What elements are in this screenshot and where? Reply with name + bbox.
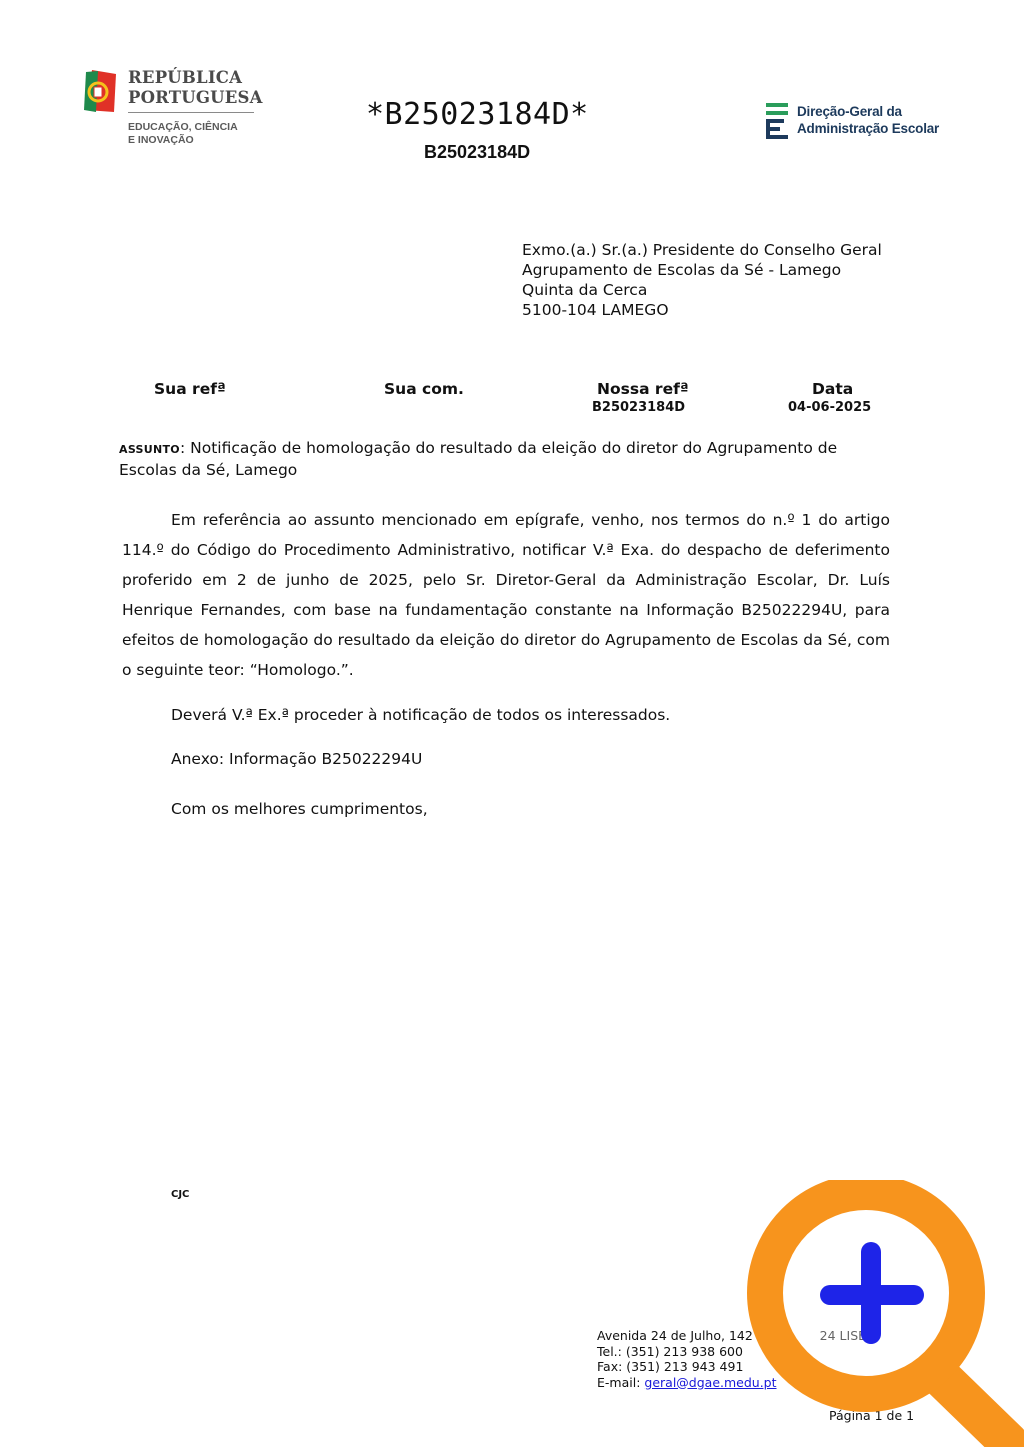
address-end: 24 LISBO (819, 1328, 877, 1343)
zoom-in-magnifier-icon (740, 1180, 1024, 1447)
dgae-logo-line1: Direção-Geral da (797, 104, 902, 119)
barcode-text: *B25023184D* (366, 97, 589, 132)
subject-label: ASSUNTO (119, 443, 180, 456)
rp-logo-divider (128, 112, 254, 113)
rp-ministry-line1: EDUCAÇÃO, CIÊNCIA (128, 121, 238, 133)
rp-ministry-line2: E INOVAÇÃO (128, 134, 194, 146)
dgae-mark-icon (766, 103, 792, 143)
recipient-address (522, 240, 882, 320)
closing-line: Com os melhores cumprimentos, (171, 800, 428, 818)
nossa-ref-value: B25023184D (592, 400, 686, 415)
recipient-line: Agrupamento de Escolas da Sé - Lamego (522, 261, 842, 279)
subject-text: Notificação de homologação do resultado da eleição do diretor do Agrupamento de Escolas da Sé, Lamego (119, 439, 838, 479)
rp-logo-line2: PORTUGUESA (128, 88, 263, 107)
recipient-line: Exmo.(a.) Sr.(a.) Presidente do Conselho Geral (522, 241, 882, 259)
sua-com-label: Sua com. (384, 380, 464, 398)
portugal-flag-emblem-icon (82, 68, 120, 116)
footer-tel: Tel.: (351) 213 938 600 (597, 1343, 743, 1359)
email-link[interactable]: geral@dgae.medu.pt (644, 1374, 777, 1390)
sua-ref-label: Sua refª (154, 380, 226, 398)
nossa-ref-label: Nossa refª (597, 380, 689, 398)
page-number: Página 1 de 1 (829, 1408, 915, 1423)
email-label: E-mail: (597, 1374, 645, 1390)
annex-line: Anexo: Informação B25022294U (171, 750, 423, 768)
recipient-line: Quinta da Cerca (522, 281, 648, 299)
data-value: 04-06-2025 (788, 400, 872, 415)
recipient-line: 5100-104 LAMEGO (522, 301, 669, 319)
data-label: Data (812, 380, 854, 398)
dgae-logo-line2: Administração Escolar (797, 121, 940, 136)
subject: ASSUNTO: Notificação de homologação do resultado da eleição do diretor do Agrupamento de Escolas da Sé, Lamego (119, 439, 838, 479)
rp-logo-line1: REPÚBLICA (128, 68, 243, 87)
address-start: Avenida 24 de Julho, 142 (597, 1328, 753, 1343)
body-paragraph: Em referência ao assunto mencionado em epígrafe, venho, nos termos do n.º 1 do artigo 114.º do Código do Procedimento Administrativo, notificar V.ª Exa. do despacho de deferimento proferido em 2 de junho de 2025, pelo Sr. Diretor-Geral da Administração Escolar, Dr. Luís Henrique Fernandes, com base na fundamentação constante na Informação B25022294U, para efeitos de homologação do resultado da eleição do diretor do Agrupamento de Escolas da Sé, com o seguinte teor: “Homologo.”. (122, 511, 890, 679)
body-paragraph: Deverá V.ª Ex.ª proceder à notificação de todos os interessados. (171, 706, 671, 724)
footer-fax: Fax: (351) 213 943 491 (597, 1359, 744, 1374)
footer-address: Avenida 24 de Julho, 142 ● 24 LISBO (597, 1328, 877, 1343)
zoom-in-button[interactable] (740, 1180, 1024, 1451)
republica-portuguesa-logo (82, 64, 272, 154)
dgae-logo (766, 101, 966, 143)
barcode-number: B25023184D (424, 142, 531, 162)
author-initials: CJC (171, 1189, 190, 1200)
